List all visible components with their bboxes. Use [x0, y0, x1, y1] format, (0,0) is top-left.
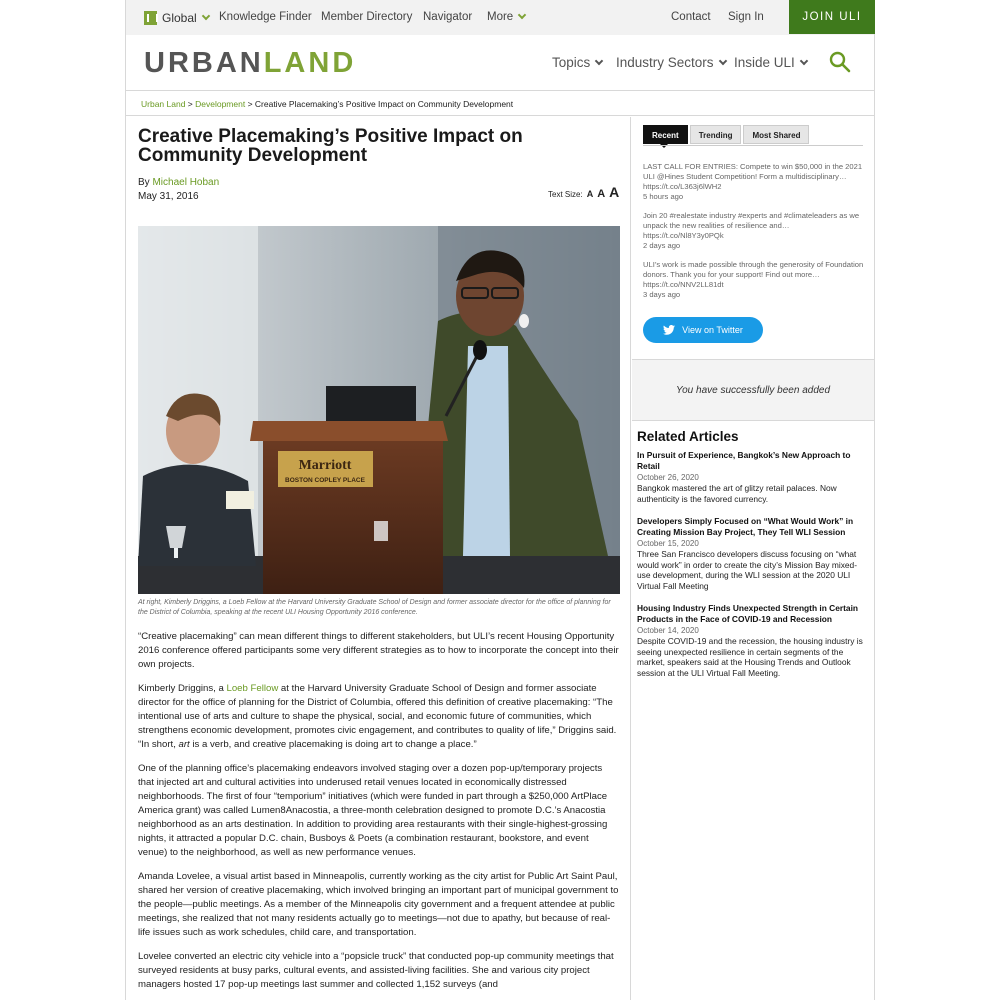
- breadcrumb: [126, 93, 874, 116]
- knowledge-finder-link[interactable]: Knowledge Finder: [219, 11, 312, 23]
- text-size-label: Text Size:: [548, 190, 583, 199]
- tweet-time: 3 days ago: [643, 290, 681, 299]
- p2-text-c: is a verb, and creative placemaking is doing art to change a place.”: [189, 739, 477, 750]
- tweet-list: [643, 162, 865, 309]
- tabs-divider: [643, 145, 863, 146]
- uli-globe-icon: [144, 11, 157, 25]
- article-date: May 31, 2016: [138, 191, 199, 202]
- breadcrumb-separator: >: [245, 99, 255, 109]
- related-article-title[interactable]: In Pursuit of Experience, Bangkok’s New Approach to Retail: [637, 450, 851, 471]
- related-article-summary: Three San Francisco developers discuss focusing on “what would work” in order to create the city’s Mission Bay mixed-use development, during the WLI session at the 2020 ULI Virtual Fall Meeting: [637, 549, 858, 591]
- article-title: Creative Placemaking’s Positive Impact on Community Development: [138, 126, 523, 166]
- nav-topics[interactable]: [552, 55, 602, 70]
- contact-link[interactable]: Contact: [671, 11, 711, 23]
- chevron-down-icon: [718, 56, 726, 64]
- search-icon: [829, 51, 851, 73]
- chevron-down-icon: [800, 56, 808, 64]
- related-article-date: October 14, 2020: [637, 626, 699, 635]
- nav-topics-label: Topics: [552, 55, 591, 70]
- text-size-control: [548, 184, 619, 200]
- p2-emphasis: art: [178, 739, 190, 750]
- tweet-tabs: [643, 125, 811, 144]
- author-link[interactable]: Michael Hoban: [152, 177, 220, 188]
- breadcrumb-current: Creative Placemaking’s Positive Impact on Community Development: [254, 99, 514, 109]
- related-articles: [637, 429, 867, 690]
- chevron-down-icon: [595, 56, 603, 64]
- related-article: [637, 603, 867, 678]
- global-selector[interactable]: [144, 10, 209, 26]
- tweet-time: 5 hours ago: [643, 192, 684, 201]
- podium-sign-brand: Marriott: [298, 458, 352, 473]
- text-size-large-button[interactable]: A: [609, 184, 620, 200]
- tab-trending[interactable]: Trending: [690, 125, 742, 144]
- paragraph-2: [138, 682, 620, 752]
- more-label: More: [487, 11, 514, 23]
- loeb-fellow-link[interactable]: Loeb Fellow: [226, 683, 279, 694]
- nav-sectors-label: Industry Sectors: [616, 55, 714, 70]
- conference-speaker-photo: [138, 226, 620, 594]
- search-button[interactable]: [829, 51, 851, 73]
- breadcrumb-development[interactable]: Development: [195, 99, 246, 109]
- urbanland-logo[interactable]: [144, 45, 356, 81]
- chevron-down-icon: [201, 12, 209, 20]
- join-uli-button[interactable]: JOIN ULI: [789, 0, 875, 34]
- subscribe-success-message: You have successfully been added: [632, 359, 874, 421]
- photo-caption: At right, Kimberly Driggins, a Loeb Fellow at the Harvard University Graduate School of Design and former associate director for the office of planning for the District of Columbia, speaking at the recent ULI Housing Opportunity 2016 conference.: [138, 599, 611, 616]
- text-size-medium-button[interactable]: A: [597, 188, 606, 200]
- related-article: [637, 450, 867, 504]
- sign-in-link[interactable]: Sign In: [728, 11, 764, 23]
- sidebar: [632, 117, 874, 1000]
- related-article-date: October 26, 2020: [637, 473, 699, 482]
- byline: [138, 176, 219, 204]
- header: [126, 35, 874, 91]
- chevron-down-icon: [518, 11, 526, 19]
- logo-land: LAND: [263, 47, 357, 79]
- tweet-text: LAST CALL FOR ENTRIES: Compete to win $50,000 in the 2021 ULI @Hines Student Competition! Form a multidisciplinary… https://t.co/L363j6lWH2: [643, 162, 863, 191]
- tweet-item[interactable]: [643, 260, 865, 300]
- related-article-title[interactable]: Developers Simply Focused on “What Would Work” in Creating Mission Bay Project, They Tell WLI Session: [637, 516, 854, 537]
- p2-text-a: Kimberly Driggins, a: [138, 683, 227, 694]
- tab-recent[interactable]: Recent: [643, 125, 688, 144]
- by-prefix: By: [138, 177, 153, 188]
- tweet-time: 2 days ago: [643, 241, 681, 250]
- paragraph-4: Amanda Lovelee, a visual artist based in Minneapolis, currently working as the city artist for Public Art Saint Paul, shared her version of creative placemaking, which involved bringing an important part of municipal government to the people—public meetings. As a member of the Minneapolis city government and a frequent attendee at public meetings, she realized that not many residents actually go to meetings—not due to apathy, but because of real-life issues such as work schedules, child care, and transportation.: [138, 871, 619, 938]
- related-article: [637, 516, 867, 591]
- related-article-date: October 15, 2020: [637, 539, 699, 548]
- logo-urban: URBAN: [144, 47, 264, 79]
- text-size-small-button[interactable]: A: [586, 189, 594, 199]
- tweet-item[interactable]: [643, 211, 865, 251]
- paragraph-3: One of the planning office’s placemaking endeavors involved staging over a dozen pop-up/temporary projects that injected art and cultural activities into underused retail venues located in economically distressed neighborhoods. The first of four “temporium” initiatives (which were funded in part through a $250,000 ArtPlace America grant) was called Lumen8Anacostia, a three-month celebration designed to promote D.C.’s Anacostia neighborhood as an arts destination. In addition to providing area restaurants with their single-highest-grossing nights, it attracted a popular D.C. chain, Busboys & Poets (a combination restaurant, bookstore, and event venue) to the neighborhood, as well as new performance venues.: [138, 763, 608, 858]
- member-directory-link[interactable]: Member Directory: [321, 11, 413, 23]
- p2-text-b: at the Harvard University Graduate School of Design and former associate director for the office of planning for the District of Columbia, offered this definition of creative placemaking: “The intentional use of arts and culture to shape the physical, social, and economic future of communities, which strengthens economic development, promotes civic engagement, and contributes to quality of life,” Driggins said. “In short,: [138, 683, 617, 750]
- tweet-text: ULI’s work is made possible through the generosity of Foundation donors. Thank you for your support! Find out more… https://t.co/NNV2LL81dt: [643, 260, 864, 289]
- article-photo: [138, 226, 620, 594]
- global-label: Global: [162, 11, 197, 25]
- view-on-twitter-button[interactable]: [643, 317, 763, 343]
- tweet-item[interactable]: [643, 162, 865, 202]
- paragraph-1: “Creative placemaking” can mean different things to different stakeholders, but ULI’s recent Housing Opportunity 2016 conference offered participants some very different strategies as to how to incorporate the concept into their own projects.: [138, 631, 619, 670]
- more-menu[interactable]: [487, 11, 525, 23]
- nav-industry-sectors[interactable]: [616, 55, 726, 70]
- twitter-bird-icon: [663, 325, 675, 335]
- related-article-summary: Bangkok mastered the art of glitzy retail palaces. Now authenticity is the favored currency.: [637, 483, 837, 504]
- tab-most-shared[interactable]: Most Shared: [743, 125, 809, 144]
- related-article-title[interactable]: Housing Industry Finds Unexpected Strength in Certain Products in the Face of COVID-19 and Recession: [637, 603, 859, 624]
- related-article-summary: Despite COVID-19 and the recession, the housing industry is seeing unexpected resilience in certain segments of the market, speakers said at the Housing Trends and Outlook session at the ULI Virtual Fall Meeting.: [637, 636, 863, 678]
- tweet-text: Join 20 #realestate industry #experts and #climateleaders as we unpack the new realities of resilience and… https://t.co/Nl8Y3y0PQk: [643, 211, 860, 240]
- view-on-twitter-label: View on Twitter: [682, 325, 743, 335]
- page-frame: [125, 0, 875, 1000]
- podium-sign-location: BOSTON COPLEY PLACE: [285, 477, 365, 484]
- breadcrumb-home[interactable]: Urban Land: [141, 99, 186, 109]
- related-heading: Related Articles: [637, 429, 739, 444]
- paragraph-5: Lovelee converted an electric city vehicle into a “popsicle truck” that conducted pop-up community meetings that surveyed residents at busy parks, cultural events, and assisted-living facilities. She and various city project managers hosted 17 pop-up meetings last summer and collected 1,152 surveys (and: [138, 951, 614, 990]
- article-column: [126, 117, 631, 1000]
- breadcrumb-separator: >: [185, 99, 196, 109]
- nav-inside-label: Inside ULI: [734, 55, 795, 70]
- nav-inside-uli[interactable]: [734, 55, 807, 70]
- navigator-link[interactable]: Navigator: [423, 11, 473, 23]
- article-body: [138, 630, 620, 1000]
- utility-bar: [126, 0, 874, 35]
